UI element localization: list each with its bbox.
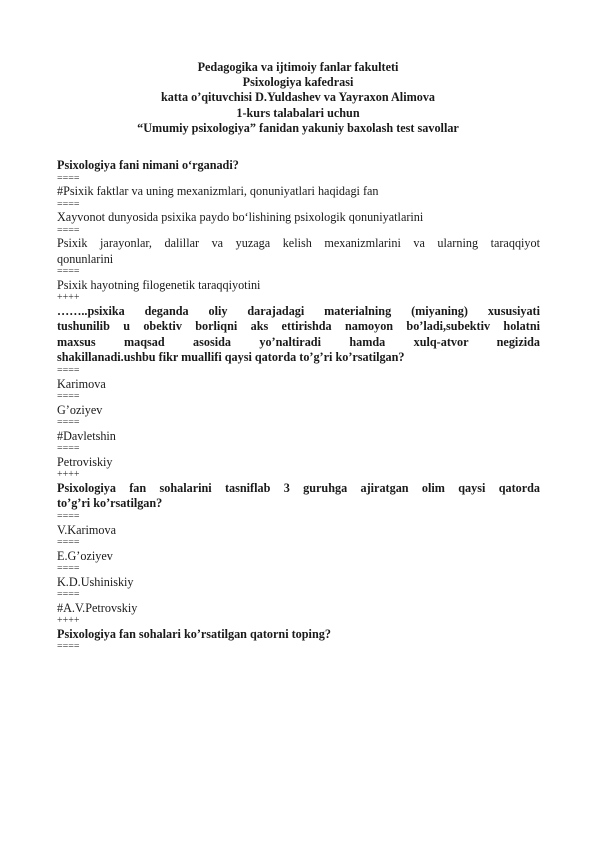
department-title: Psixologiya kafedrasi — [242, 75, 354, 90]
separator: ==== — [57, 537, 80, 549]
question-separator: ++++ — [57, 469, 80, 481]
faculty-title: Pedagogika va ijtimoiy fanlar fakulteti — [197, 60, 399, 74]
separator: ==== — [57, 510, 80, 522]
answer-1-3-line1: Psixik jarayonlar, dalillar va yuzaga kelish mexanizmlarini va ularning taraqqiyot — [57, 236, 540, 251]
authors-line: katta o’qituvchisi D.Yuldashev va Yayraxon Alimova — [160, 90, 436, 105]
separator: ==== — [57, 589, 80, 601]
question-4: Psixologiya fan sohalari ko’rsatilgan qatorni toping? — [57, 626, 331, 641]
answer-2-2: G’oziyev — [57, 402, 103, 417]
separator: ==== — [57, 391, 80, 403]
answer-3-2: E.G’oziyev — [57, 548, 113, 563]
test-content — [57, 158, 540, 653]
answer-3-3: K.D.Ushiniskiy — [57, 574, 134, 589]
question-separator: ++++ — [57, 615, 80, 627]
answer-1-2: Xayvonot dunyosida psixika paydo bo‘lishining psixologik qonuniyatlarini — [57, 210, 424, 225]
answer-3-4: #A.V.Petrovskiy — [57, 600, 138, 615]
question-2-line4: shakillanadi.ushbu fikr muallifi qaysi qatorda to’g’ri ko’rsatilgan? — [57, 350, 405, 365]
question-separator: ++++ — [57, 292, 80, 304]
question-2-line1: ……..psixika deganda oliy darajadagi materialning (miyaning) xususiyati — [57, 303, 540, 318]
separator: ==== — [57, 641, 80, 653]
test-title: “Umumiy psixologiya” fanidan yakuniy baxolash test savollar — [137, 120, 459, 135]
answer-1-4: Psixik hayotning filogenetik taraqqiyotini — [57, 277, 261, 292]
question-2-line3: maxsus maqsad asosida yo’naltiradi hamda xulq-atvor negizida — [57, 334, 540, 349]
separator: ==== — [57, 417, 80, 429]
separator: ==== — [57, 364, 80, 376]
question-2-line2: tushunilib u obektiv borliqni aks ettirishda namoyon bo’ladi,subektiv holatni — [57, 319, 540, 334]
separator: ==== — [57, 563, 80, 575]
question-3-line2: to’g’ri ko’rsatilgan? — [57, 496, 163, 511]
separator: ==== — [57, 266, 80, 278]
document-header — [0, 60, 596, 136]
separator: ==== — [57, 224, 80, 236]
separator: ==== — [57, 443, 80, 455]
answer-1-1: #Psixik faktlar va uning mexanizmlari, qonuniyatlari haqidagi fan — [57, 184, 379, 199]
answer-2-4: Petroviskiy — [57, 454, 113, 469]
separator: ==== — [57, 172, 80, 184]
separator: ==== — [57, 198, 80, 210]
answer-2-1: Karimova — [57, 376, 106, 391]
question-3-line1: Psixologiya fan sohalarini tasniflab 3 guruhga ajiratgan olim qaysi qatorda — [57, 480, 540, 495]
answer-1-3-line2: qonunlarini — [57, 251, 114, 266]
answer-3-1: V.Karimova — [57, 522, 117, 537]
question-1: Psixologiya fani nimani o‘rganadi? — [57, 158, 239, 172]
course-line: 1-kurs talabalari uchun — [236, 105, 360, 120]
answer-2-3: #Davletshin — [57, 428, 116, 443]
